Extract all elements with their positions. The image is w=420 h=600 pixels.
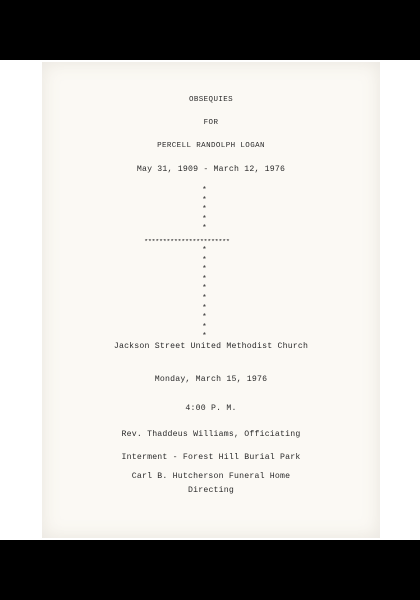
program-sheet bbox=[42, 62, 380, 538]
for-label: FOR bbox=[203, 119, 219, 127]
church-name: Jackson Street United Methodist Church bbox=[113, 342, 309, 351]
life-dates: May 31, 1909 - March 12, 1976 bbox=[136, 165, 286, 174]
directing: Directing bbox=[187, 486, 235, 495]
officiant: Rev. Thaddeus Williams, Officiating bbox=[121, 430, 301, 439]
cross-top: * * * * * bbox=[202, 186, 207, 234]
cross-bottom: * * * * * * * * * * bbox=[202, 246, 207, 342]
cross-bar: *********************** bbox=[144, 239, 230, 247]
service-time: 4:00 P. M. bbox=[185, 404, 237, 413]
service-date: Monday, March 15, 1976 bbox=[154, 375, 268, 384]
heading: OBSEQUIES bbox=[188, 96, 234, 104]
deceased-name: PERCELL RANDOLPH LOGAN bbox=[157, 142, 265, 150]
interment: Interment - Forest Hill Burial Park bbox=[121, 453, 301, 462]
funeral-home: Carl B. Hutcherson Funeral Home bbox=[131, 472, 291, 481]
